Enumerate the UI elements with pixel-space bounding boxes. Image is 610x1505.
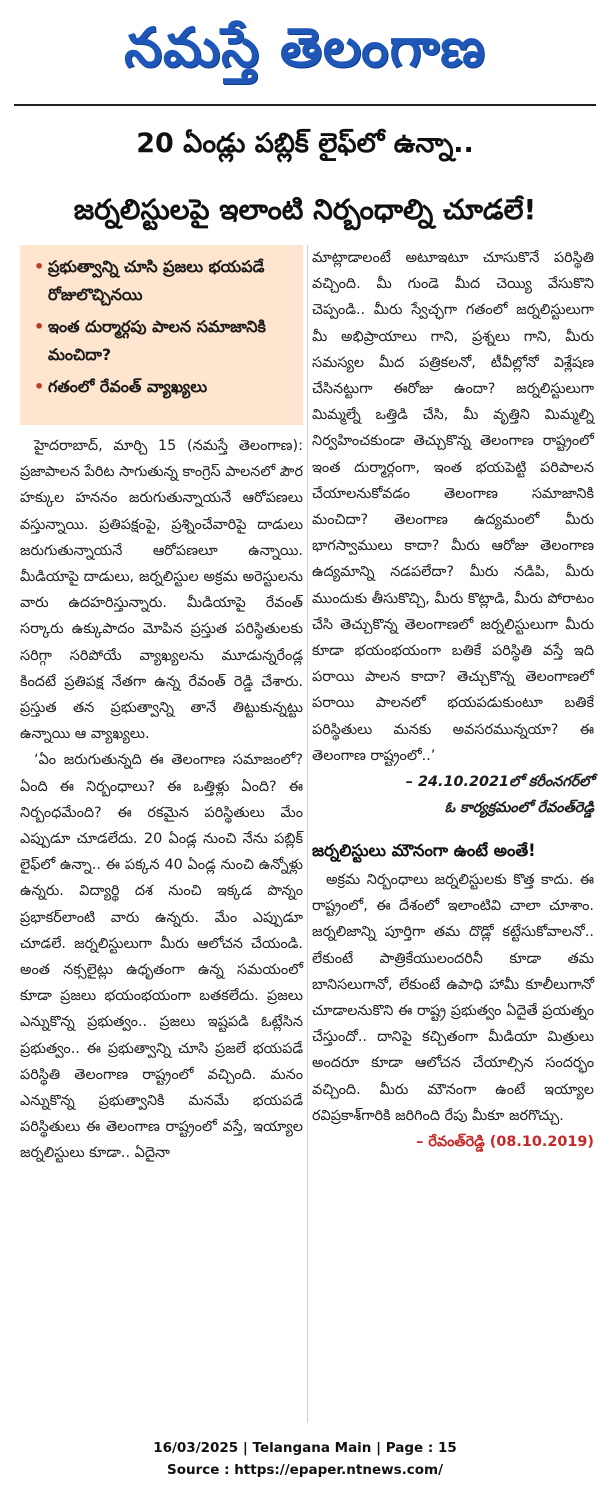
highlight-item [34, 253, 295, 309]
highlight-text: ఇంత దుర్మార్గపు పాలన సమాజానికి మంచిదా? [48, 317, 266, 364]
article-paragraph: అక్రమ నిర్బంధాలు జర్నలిస్టులకు కొత్త కాదు. ఈ రాష్ట్రంలో, ఈ దేశంలో ఇలాంటివి చాలా చూశాం. జర్నలిజాన్ని పూర్తిగా తమ దొడ్లో కట్టేసుకోవాలనో.. లేకుంటే పాత్రికేయులందరినీ కూడా తమ బానిసలుగానో, లేకుంటే ఉపాధి హామీ కూలీలుగానో చూడాలనుకొని ఈ రాష్ట్ర ప్రభుత్వం ఏదైతే ప్రయత్నం చేస్తుందో.. దానిపై కచ్చితంగా మీడియా మిత్రులు అందరూ కూడా ఆలోచన చేయాల్సిన సందర్భం వచ్చింది. మీరు మౌనంగా ఉంటే ఇయ్యాల రవిప్రకాశ్‌గారికి జరిగింది రేపు మీకూ జరగొచ్చు. [312, 872, 594, 1124]
quote-credit: ఓ కార్యక్రమంలో రేవంత్‌రెడ్డి [444, 800, 594, 817]
highlights-box [20, 245, 303, 425]
footer-date-page: 16/03/2025 | Telangana Main | Page : 15 [153, 1440, 457, 1456]
headline-line-1: 20 ఏండ్లు పబ్లిక్ లైఫ్‌లో ఉన్నా.. [136, 128, 474, 159]
bullet-icon: • [34, 317, 45, 336]
highlight-text: ప్రభుత్వాన్ని చూసి ప్రజలు భయపడే రోజులొచ్చినయి [48, 257, 265, 304]
highlight-item [34, 313, 295, 369]
highlight-text: గతంలో రేవంత్ వ్యాఖ్యలు [48, 377, 208, 396]
column-divider [307, 245, 308, 1423]
bullet-icon: • [34, 377, 45, 396]
right-column [312, 245, 594, 1155]
masthead-rule [14, 104, 596, 106]
quote-credit: – 24.10.2021లో కరీంనగర్‌లో [405, 774, 594, 791]
article-paragraph: హైదరాబాద్, మార్చి 15 (నమస్తే తెలంగాణ): ప్రజాపాలన పేరిట సాగుతున్న కాంగ్రెస్ పాలనలో పౌర హక్కుల హననం జరుగుతున్నాయనే ఆరోపణలు వస్తున్నాయి. ప్రతిపక్షంపై, ప్రశ్నించేవారిపై దాడులు జరుగుతున్నాయనే ఆరోపణలూ ఉన్నాయి. మీడియాపై దాడులు, జర్నలిస్టుల అక్రమ అరెస్టులను వారు ఉదహరిస్తున్నారు. మీడియాపై రేవంత్ సర్కారు ఉక్కుపాదం మోపిన ప్రస్తుత పరిస్థితులకు సరిగ్గా సరిపోయే వ్యాఖ్యలను మూడున్నరేండ్ల కిందటే ప్రతిపక్ష నేతగా ఉన్న రేవంత్ రెడ్డి చేశారు. ప్రస్తుత తన ప్రభుత్వాన్ని తానే తిట్టుకున్నట్టు ఉన్నాయి ఆ వ్యాఖ్యలు. [20, 438, 303, 743]
masthead-logo: నమస్తే తెలంగాణ [124, 16, 486, 79]
footer-source: Source : https://epaper.ntnews.com/ [166, 1462, 444, 1478]
subheading: జర్నలిస్టులు మౌనంగా ఉంటే అంతే! [312, 841, 536, 861]
article-paragraph: ‘ఏం జరుగుతున్నది ఈ తెలంగాణ సమాజంలో? ఏంది ఈ నిర్బంధాలు? ఈ ఒత్తిళ్లు ఏంది? ఈ నిర్బంధమేంది? ఈ రకమైన పరిస్థితులు మేం ఎప్పుడూ చూడలేదు. 20 ఏండ్ల నుంచి నేను పబ్లిక్ లైఫ్‌లో ఉన్నా.. ఈ పక్కన 40 ఏండ్ల నుంచి ఉన్నోళ్లు ఉన్నరు. విద్యార్థి దశ నుంచి ఇక్కడ పొన్నం ప్రభాకర్‌లాంటి వారు ఉన్నరు. మేం ఎప్పుడూ చూడలే. జర్నలిస్టులుగా మీరు ఆలోచన చేయండి. అంత నక్సలైట్లు ఉధృతంగా ఉన్న సమయంలో కూడా ప్రజలు భయంభయంగా బతకలేదు. ప్రజలు ఎన్నుకొన్న ప్రభుత్వం.. ప్రజలు ఇష్టపడి ఓట్లేసిన ప్రభుత్వం.. ఈ ప్రభుత్వాన్ని చూసి ప్రజలే భయపడే పరిస్థితి తెలంగాణ రాష్ట్రంలో వచ్చింది. మనం ఎన్నుకొన్న ప్రభుత్వానికి మనమే భయపడే పరిస్థితులు ఈ తెలంగాణ రాష్ట్రంలో వస్తే, ఇయ్యాల జర్నలిస్టులు కూడా.. ఏదైనా [20, 752, 303, 1162]
signature: – రేవంత్‌రెడ్డి (08.10.2019) [416, 1134, 594, 1151]
left-column [20, 245, 303, 1167]
bullet-icon: • [34, 257, 45, 276]
headline-line-2: జర్నలిస్టులపై ఇలాంటి నిర్బంధాల్ని చూడలే! [73, 193, 537, 226]
highlight-item [34, 373, 295, 401]
article-paragraph: మాట్లాడాలంటే అటూఇటూ చూసుకొనే పరిస్థితి వచ్చింది. మీ గుండె మీద చెయ్యి వేసుకొని చెప్పండి.. మీరు స్వేచ్ఛగా గతంలో జర్నలిస్టులుగా మీ అభిప్రాయాలు గాని, ప్రశ్నలు గాని, మీరు సమస్యల మీద పత్రికలనో, టీవీల్లోనో విశ్లేషణ చేసినట్టుగా ఈరోజు ఉందా? జర్నలిస్టులుగా మిమ్మల్నే ఒత్తిడి చేసి, మీ వృత్తిని మిమ్మల్ని నిర్వహించకుండా తెచ్చుకొన్న తెలంగాణ రాష్ట్రంలో ఇంత దుర్మార్గంగా, ఇంత భయపెట్టి పరిపాలన చేయాలనుకోవడం తెలంగాణ సమాజానికి మంచిదా? తెలంగాణ ఉద్యమంలో మీరు భాగస్వాములు కాదా? మీరు ఆరోజు తెలంగాణ ఉద్యమాన్ని నడపలేదా? మీరు నడిపి, మీరు ముందుకు తీసుకొచ్చి, మీరు కొట్లాడి, మీరు పోరాటం చేసి తెచ్చుకొన్న తెలంగాణలో జర్నలిస్టులుగా మీరు కూడా భయంభయంగా బతికే పరిస్థితి వస్తే ఇది పరాయి పాలన కాదా? తెచ్చుకొన్న తెలంగాణలో పరాయి పాలనలో భయపడుకుంటూ బతికే పరిస్థితులు మనకు అవసరమున్నయా? ఈ తెలంగాణ రాష్ట్రంలో..’ [312, 250, 594, 764]
